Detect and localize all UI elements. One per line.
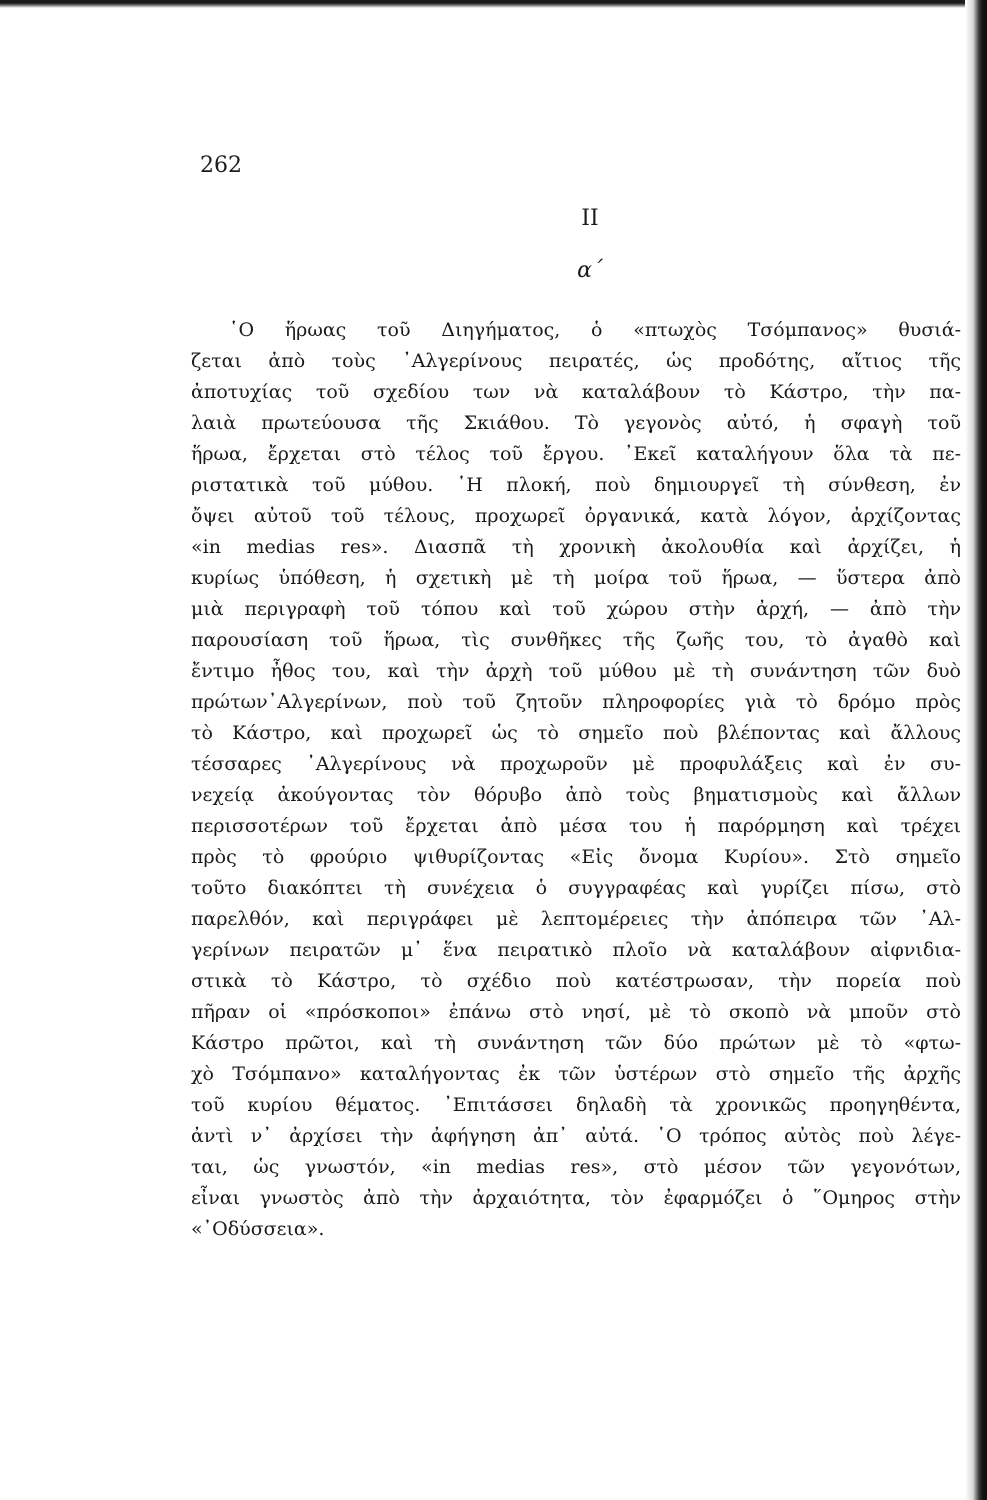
text-line: ῾Ο ἥρωας τοῦ Διηγήματος, ὁ «πτωχὸς Τσόμπανος» θυσιά- (229, 319, 961, 341)
text-line: παρελθόν, καὶ περιγράφει μὲ λεπτομέρειες τὴν ἀπόπειρα τῶν ᾿Αλ- (191, 908, 961, 930)
body-paragraph (191, 315, 961, 1245)
chapter-numeral: II (581, 206, 599, 231)
text-line: χὸ Τσόμπανο» καταλήγοντας ἐκ τῶν ὑστέρων στὸ σημεῖο τῆς ἀρχῆς (191, 1063, 961, 1085)
text-line: τοῦτο διακόπτει τὴ συνέχεια ὁ συγγραφέας καὶ γυρίζει πίσω, στὸ (191, 877, 961, 899)
text-line: ὄψει αὐτοῦ τοῦ τέλους, προχωρεῖ ὀργανικά, κατὰ λόγον, ἀρχίζοντας (191, 505, 961, 527)
text-line: ριστατικὰ τοῦ μύθου. ῾Η πλοκή, ποὺ δημιουργεῖ τὴ σύνθεση, ἐν (191, 474, 961, 496)
text-line: «in medias res». Διασπᾶ τὴ χρονικὴ ἀκολουθία καὶ ἀρχίζει, ἡ (191, 536, 961, 558)
text-line: πρὸς τὸ φρούριο ψιθυρίζοντας «Εἰς ὄνομα Κυρίου». Στὸ σημεῖο (191, 846, 961, 868)
scan-right-edge (965, 0, 987, 1500)
text-line: τοῦ κυρίου θέματος. ᾿Επιτάσσει δηλαδὴ τὰ χρονικῶς προηγηθέντα, (191, 1094, 961, 1116)
text-line: ἀποτυχίας τοῦ σχεδίου των νὰ καταλάβουν τὸ Κάστρο, τὴν πα- (191, 381, 961, 403)
text-line: ἥρωα, ἔρχεται στὸ τέλος τοῦ ἔργου. ᾿Εκεῖ καταλήγουν ὅλα τὰ πε- (191, 443, 961, 465)
text-line: τὸ Κάστρο, καὶ προχωρεῖ ὡς τὸ σημεῖο ποὺ βλέποντας καὶ ἄλλους (191, 722, 961, 744)
text-line: πῆραν οἱ «πρόσκοποι» ἐπάνω στὸ νησί, μὲ τὸ σκοπὸ νὰ μποῦν στὸ (191, 1001, 961, 1023)
text-line: «᾿Οδύσσεια». (191, 1218, 325, 1240)
text-line: νεχείᾳ ἀκούγοντας τὸν θόρυβο ἀπὸ τοὺς βηματισμοὺς καὶ ἄλλων (191, 784, 961, 806)
text-line: γερίνων πειρατῶν μ᾿ ἕνα πειρατικὸ πλοῖο νὰ καταλάβουν αἰφνιδια- (191, 939, 961, 961)
text-line: πρώτων᾿Αλγερίνων, ποὺ τοῦ ζητοῦν πληροφορίες γιὰ τὸ δρόμο πρὸς (191, 691, 961, 713)
text-line: περισσοτέρων τοῦ ἔρχεται ἀπὸ μέσα του ἡ παρόρμηση καὶ τρέχει (191, 815, 961, 837)
page-number: 262 (200, 153, 242, 178)
text-line: Κάστρο πρῶτοι, καὶ τὴ συνάντηση τῶν δύο πρώτων μὲ τὸ «φτω- (191, 1032, 961, 1054)
section-letter: α΄ (577, 258, 603, 283)
text-line: ἀντὶ ν᾿ ἀρχίσει τὴν ἀφήγηση ἀπ᾿ αὐτά. ῾Ο τρόπος αὐτὸς ποὺ λέγε- (191, 1125, 961, 1147)
text-line: λαιὰ πρωτεύουσα τῆς Σκιάθου. Τὸ γεγονὸς αὐτό, ἡ σφαγὴ τοῦ (191, 412, 961, 434)
text-line: ται, ὡς γνωστόν, «in medias res», στὸ μέσον τῶν γεγονότων, (191, 1156, 961, 1178)
text-line: παρουσίαση τοῦ ἥρωα, τὶς συνθῆκες τῆς ζωῆς του, τὸ ἀγαθὸ καὶ (191, 629, 961, 651)
text-line: μιὰ περιγραφὴ τοῦ τόπου καὶ τοῦ χώρου στὴν ἀρχή, — ἀπὸ τὴν (191, 598, 961, 620)
scan-top-edge (0, 0, 987, 8)
text-line: στικὰ τὸ Κάστρο, τὸ σχέδιο ποὺ κατέστρωσαν, τὴν πορεία ποὺ (191, 970, 961, 992)
text-line: ζεται ἀπὸ τοὺς ᾿Αλγερίνους πειρατές, ὡς προδότης, αἴτιος τῆς (191, 350, 961, 372)
text-line: εἶναι γνωστὸς ἀπὸ τὴν ἀρχαιότητα, τὸν ἐφαρμόζει ὁ ῞Ομηρος στὴν (191, 1187, 961, 1209)
text-line: τέσσαρες ᾿Αλγερίνους νὰ προχωροῦν μὲ προφυλάξεις καὶ ἐν συ- (191, 753, 961, 775)
text-line: κυρίως ὑπόθεση, ἡ σχετικὴ μὲ τὴ μοίρα τοῦ ἥρωα, — ὕστερα ἀπὸ (191, 567, 961, 589)
text-line: ἔντιμο ἦθος του, καὶ τὴν ἀρχὴ τοῦ μύθου μὲ τὴ συνάντηση τῶν δυὸ (191, 660, 961, 682)
